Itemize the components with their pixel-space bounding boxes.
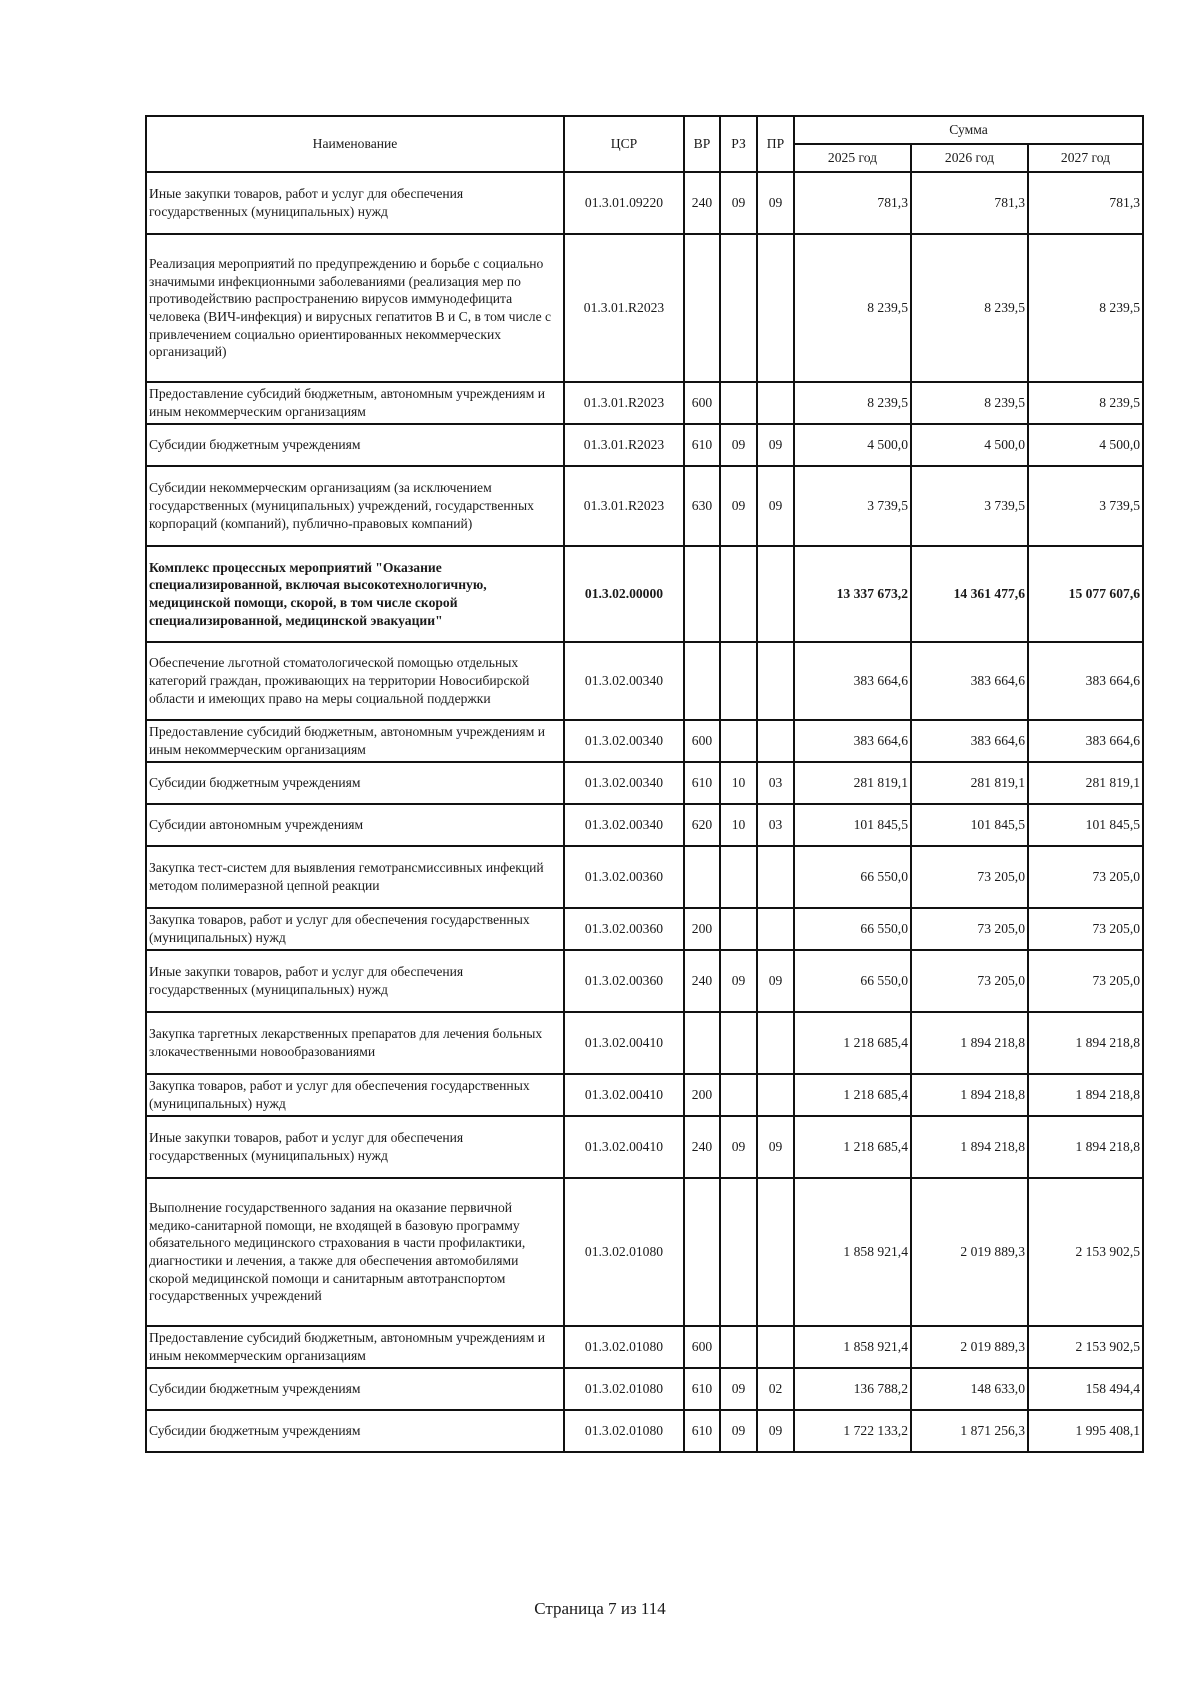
row-name-cell: Субсидии некоммерческим организациям (за исключением государственных (муниципальных) учреждений, государственных корпораций (компаний), публично-правовых компаний): [146, 466, 564, 546]
row-name-cell: Иные закупки товаров, работ и услуг для обеспечения государственных (муниципальных) нужд: [146, 1116, 564, 1178]
row-sum-2026-cell: 4 500,0: [911, 424, 1028, 466]
header-rz: РЗ: [720, 116, 757, 172]
header-year-2026: 2026 год: [911, 144, 1028, 172]
row-sum-2025-cell: 8 239,5: [794, 234, 911, 382]
table-row: [146, 1116, 1143, 1178]
row-csr-cell: 01.3.02.00340: [564, 804, 684, 846]
row-vr-cell: 610: [684, 1368, 720, 1410]
row-sum-2027-cell: 281 819,1: [1028, 762, 1143, 804]
row-csr-cell: 01.3.02.00410: [564, 1116, 684, 1178]
row-vr-cell: 610: [684, 762, 720, 804]
row-sum-2025-cell: 66 550,0: [794, 950, 911, 1012]
header-pr: ПР: [757, 116, 794, 172]
row-sum-2025-cell: 1 218 685,4: [794, 1116, 911, 1178]
row-sum-2025-cell: 383 664,6: [794, 642, 911, 720]
table-row: [146, 234, 1143, 382]
table-row: [146, 382, 1143, 424]
row-rz-cell: 09: [720, 424, 757, 466]
table-row: [146, 546, 1143, 642]
row-sum-2026-cell: 781,3: [911, 172, 1028, 234]
row-csr-cell: 01.3.02.00360: [564, 950, 684, 1012]
row-sum-2026-cell: 1 894 218,8: [911, 1116, 1028, 1178]
row-sum-2025-cell: 383 664,6: [794, 720, 911, 762]
row-pr-cell: [757, 234, 794, 382]
row-sum-2027-cell: 1 894 218,8: [1028, 1012, 1143, 1074]
row-rz-cell: 10: [720, 762, 757, 804]
row-sum-2027-cell: 15 077 607,6: [1028, 546, 1143, 642]
row-name-cell: Обеспечение льготной стоматологической помощью отдельных категорий граждан, проживающих на территории Новосибирской области и имеющих право на меры социальной поддержки: [146, 642, 564, 720]
table-row: [146, 804, 1143, 846]
row-vr-cell: 200: [684, 908, 720, 950]
row-rz-cell: [720, 846, 757, 908]
row-sum-2026-cell: 2 019 889,3: [911, 1178, 1028, 1326]
budget-table: [145, 115, 1144, 1453]
row-vr-cell: [684, 234, 720, 382]
table-row: [146, 1074, 1143, 1116]
row-rz-cell: [720, 908, 757, 950]
row-sum-2025-cell: 8 239,5: [794, 382, 911, 424]
row-rz-cell: [720, 1178, 757, 1326]
row-pr-cell: [757, 720, 794, 762]
row-name-cell: Субсидии бюджетным учреждениям: [146, 1410, 564, 1452]
row-csr-cell: 01.3.02.00410: [564, 1074, 684, 1116]
row-vr-cell: 240: [684, 1116, 720, 1178]
row-csr-cell: 01.3.01.R2023: [564, 382, 684, 424]
row-name-cell: Субсидии бюджетным учреждениям: [146, 1368, 564, 1410]
row-sum-2025-cell: 4 500,0: [794, 424, 911, 466]
row-sum-2026-cell: 383 664,6: [911, 720, 1028, 762]
row-csr-cell: 01.3.02.01080: [564, 1326, 684, 1368]
row-vr-cell: 240: [684, 950, 720, 1012]
row-vr-cell: 600: [684, 720, 720, 762]
row-sum-2026-cell: 1 871 256,3: [911, 1410, 1028, 1452]
row-sum-2026-cell: 3 739,5: [911, 466, 1028, 546]
row-sum-2026-cell: 1 894 218,8: [911, 1074, 1028, 1116]
row-rz-cell: [720, 546, 757, 642]
row-sum-2025-cell: 13 337 673,2: [794, 546, 911, 642]
row-sum-2026-cell: 383 664,6: [911, 642, 1028, 720]
row-rz-cell: [720, 1326, 757, 1368]
row-rz-cell: [720, 720, 757, 762]
table-row: [146, 720, 1143, 762]
row-csr-cell: 01.3.01.R2023: [564, 424, 684, 466]
row-sum-2025-cell: 3 739,5: [794, 466, 911, 546]
row-csr-cell: 01.3.02.00340: [564, 642, 684, 720]
row-csr-cell: 01.3.02.01080: [564, 1368, 684, 1410]
table-row: [146, 1178, 1143, 1326]
row-sum-2026-cell: 2 019 889,3: [911, 1326, 1028, 1368]
row-pr-cell: [757, 1012, 794, 1074]
row-pr-cell: [757, 546, 794, 642]
row-pr-cell: 09: [757, 1410, 794, 1452]
row-rz-cell: [720, 1074, 757, 1116]
row-csr-cell: 01.3.01.R2023: [564, 234, 684, 382]
table-row: [146, 1368, 1143, 1410]
row-name-cell: Субсидии бюджетным учреждениям: [146, 762, 564, 804]
row-csr-cell: 01.3.02.01080: [564, 1178, 684, 1326]
row-csr-cell: 01.3.02.00340: [564, 720, 684, 762]
row-name-cell: Предоставление субсидий бюджетным, автономным учреждениям и иным некоммерческим организациям: [146, 1326, 564, 1368]
row-sum-2026-cell: 148 633,0: [911, 1368, 1028, 1410]
row-sum-2026-cell: 73 205,0: [911, 846, 1028, 908]
row-name-cell: Субсидии автономным учреждениям: [146, 804, 564, 846]
row-pr-cell: 09: [757, 1116, 794, 1178]
row-vr-cell: 200: [684, 1074, 720, 1116]
row-sum-2025-cell: 1 858 921,4: [794, 1178, 911, 1326]
row-csr-cell: 01.3.02.00340: [564, 762, 684, 804]
page-number: Страница 7 из 114: [534, 1599, 666, 1618]
row-sum-2026-cell: 73 205,0: [911, 950, 1028, 1012]
row-sum-2026-cell: 14 361 477,6: [911, 546, 1028, 642]
table-row: [146, 762, 1143, 804]
row-vr-cell: [684, 546, 720, 642]
row-sum-2025-cell: 101 845,5: [794, 804, 911, 846]
row-sum-2027-cell: 1 894 218,8: [1028, 1074, 1143, 1116]
row-rz-cell: 09: [720, 172, 757, 234]
row-name-cell: Субсидии бюджетным учреждениям: [146, 424, 564, 466]
row-sum-2027-cell: 1 894 218,8: [1028, 1116, 1143, 1178]
row-vr-cell: [684, 846, 720, 908]
row-sum-2027-cell: 4 500,0: [1028, 424, 1143, 466]
row-sum-2027-cell: 2 153 902,5: [1028, 1178, 1143, 1326]
row-sum-2025-cell: 66 550,0: [794, 846, 911, 908]
row-csr-cell: 01.3.02.00360: [564, 846, 684, 908]
row-sum-2027-cell: 101 845,5: [1028, 804, 1143, 846]
row-sum-2026-cell: 1 894 218,8: [911, 1012, 1028, 1074]
row-pr-cell: [757, 642, 794, 720]
row-vr-cell: 600: [684, 1326, 720, 1368]
header-name: Наименование: [146, 116, 564, 172]
row-sum-2027-cell: 73 205,0: [1028, 846, 1143, 908]
row-name-cell: Выполнение государственного задания на оказание первичной медико-санитарной помощи, не входящей в базовую программу обязательного медицинского страхования в части профилактики, диагностики и лечения, а также для обеспечения автомобилями скорой медицинской помощи и санитарным автотранспортом государственных учреждений: [146, 1178, 564, 1326]
row-vr-cell: 240: [684, 172, 720, 234]
row-sum-2027-cell: 73 205,0: [1028, 908, 1143, 950]
table-row: [146, 846, 1143, 908]
row-pr-cell: 02: [757, 1368, 794, 1410]
row-rz-cell: 09: [720, 1410, 757, 1452]
row-name-cell: Предоставление субсидий бюджетным, автономным учреждениям и иным некоммерческим организациям: [146, 720, 564, 762]
row-name-cell: Предоставление субсидий бюджетным, автономным учреждениям и иным некоммерческим организациям: [146, 382, 564, 424]
row-vr-cell: 600: [684, 382, 720, 424]
row-pr-cell: [757, 382, 794, 424]
row-sum-2027-cell: 73 205,0: [1028, 950, 1143, 1012]
row-rz-cell: [720, 234, 757, 382]
row-sum-2025-cell: 1 858 921,4: [794, 1326, 911, 1368]
row-sum-2025-cell: 1 722 133,2: [794, 1410, 911, 1452]
row-vr-cell: 610: [684, 1410, 720, 1452]
row-vr-cell: 610: [684, 424, 720, 466]
row-csr-cell: 01.3.02.01080: [564, 1410, 684, 1452]
row-csr-cell: 01.3.02.00360: [564, 908, 684, 950]
row-sum-2027-cell: 2 153 902,5: [1028, 1326, 1143, 1368]
row-pr-cell: 03: [757, 762, 794, 804]
row-name-cell: Закупка таргетных лекарственных препаратов для лечения больных злокачественными новообразованиями: [146, 1012, 564, 1074]
row-sum-2025-cell: 1 218 685,4: [794, 1074, 911, 1116]
row-sum-2027-cell: 3 739,5: [1028, 466, 1143, 546]
row-pr-cell: 03: [757, 804, 794, 846]
row-rz-cell: [720, 642, 757, 720]
row-vr-cell: [684, 1012, 720, 1074]
row-sum-2027-cell: 383 664,6: [1028, 642, 1143, 720]
row-rz-cell: 09: [720, 466, 757, 546]
row-vr-cell: [684, 1178, 720, 1326]
row-sum-2026-cell: 8 239,5: [911, 234, 1028, 382]
table-row: [146, 466, 1143, 546]
row-vr-cell: [684, 642, 720, 720]
row-rz-cell: 09: [720, 950, 757, 1012]
row-vr-cell: 630: [684, 466, 720, 546]
row-sum-2026-cell: 73 205,0: [911, 908, 1028, 950]
header-sum: Сумма: [794, 116, 1143, 144]
row-sum-2026-cell: 101 845,5: [911, 804, 1028, 846]
row-sum-2025-cell: 1 218 685,4: [794, 1012, 911, 1074]
row-pr-cell: 09: [757, 172, 794, 234]
row-pr-cell: 09: [757, 466, 794, 546]
row-name-cell: Закупка товаров, работ и услуг для обеспечения государственных (муниципальных) нужд: [146, 908, 564, 950]
table-row: [146, 1326, 1143, 1368]
header-vr: ВР: [684, 116, 720, 172]
row-pr-cell: [757, 846, 794, 908]
row-sum-2027-cell: 1 995 408,1: [1028, 1410, 1143, 1452]
row-sum-2025-cell: 781,3: [794, 172, 911, 234]
row-rz-cell: 09: [720, 1368, 757, 1410]
row-pr-cell: 09: [757, 424, 794, 466]
row-vr-cell: 620: [684, 804, 720, 846]
row-pr-cell: [757, 1178, 794, 1326]
row-pr-cell: [757, 1074, 794, 1116]
row-name-cell: Закупка тест-систем для выявления гемотрансмиссивных инфекций методом полимеразной цепной реакции: [146, 846, 564, 908]
row-csr-cell: 01.3.02.00000: [564, 546, 684, 642]
row-pr-cell: 09: [757, 950, 794, 1012]
row-pr-cell: [757, 908, 794, 950]
row-sum-2026-cell: 281 819,1: [911, 762, 1028, 804]
row-sum-2027-cell: 8 239,5: [1028, 234, 1143, 382]
table-row: [146, 950, 1143, 1012]
row-name-cell: Иные закупки товаров, работ и услуг для обеспечения государственных (муниципальных) нужд: [146, 172, 564, 234]
row-rz-cell: 09: [720, 1116, 757, 1178]
row-sum-2027-cell: 158 494,4: [1028, 1368, 1143, 1410]
row-csr-cell: 01.3.01.09220: [564, 172, 684, 234]
row-csr-cell: 01.3.02.00410: [564, 1012, 684, 1074]
row-rz-cell: [720, 1012, 757, 1074]
row-pr-cell: [757, 1326, 794, 1368]
table-body: [146, 172, 1143, 1452]
row-sum-2027-cell: 383 664,6: [1028, 720, 1143, 762]
header-csr: ЦСР: [564, 116, 684, 172]
row-name-cell: Закупка товаров, работ и услуг для обеспечения государственных (муниципальных) нужд: [146, 1074, 564, 1116]
table-row: [146, 1410, 1143, 1452]
table-row: [146, 172, 1143, 234]
row-name-cell: Комплекс процессных мероприятий "Оказание специализированной, включая высокотехнологичную, медицинской помощи, скорой, в том числе скорой специализированной, медицинской эвакуации": [146, 546, 564, 642]
row-sum-2025-cell: 281 819,1: [794, 762, 911, 804]
row-sum-2027-cell: 781,3: [1028, 172, 1143, 234]
row-name-cell: Реализация мероприятий по предупреждению и борьбе с социально значимыми инфекционными заболеваниями (реализация мер по противодействию распространению вирусов иммунодефицита человека (ВИЧ-инфекция) и вирусных гепатитов В и С, в том числе с привлечением социально ориентированных некоммерческих организаций): [146, 234, 564, 382]
header-year-2025: 2025 год: [794, 144, 911, 172]
table-row: [146, 1012, 1143, 1074]
row-rz-cell: [720, 382, 757, 424]
row-rz-cell: 10: [720, 804, 757, 846]
table-row: [146, 642, 1143, 720]
row-sum-2027-cell: 8 239,5: [1028, 382, 1143, 424]
row-name-cell: Иные закупки товаров, работ и услуг для обеспечения государственных (муниципальных) нужд: [146, 950, 564, 1012]
row-csr-cell: 01.3.01.R2023: [564, 466, 684, 546]
table-row: [146, 424, 1143, 466]
row-sum-2026-cell: 8 239,5: [911, 382, 1028, 424]
table-row: [146, 908, 1143, 950]
header-year-2027: 2027 год: [1028, 144, 1143, 172]
row-sum-2025-cell: 66 550,0: [794, 908, 911, 950]
row-sum-2025-cell: 136 788,2: [794, 1368, 911, 1410]
